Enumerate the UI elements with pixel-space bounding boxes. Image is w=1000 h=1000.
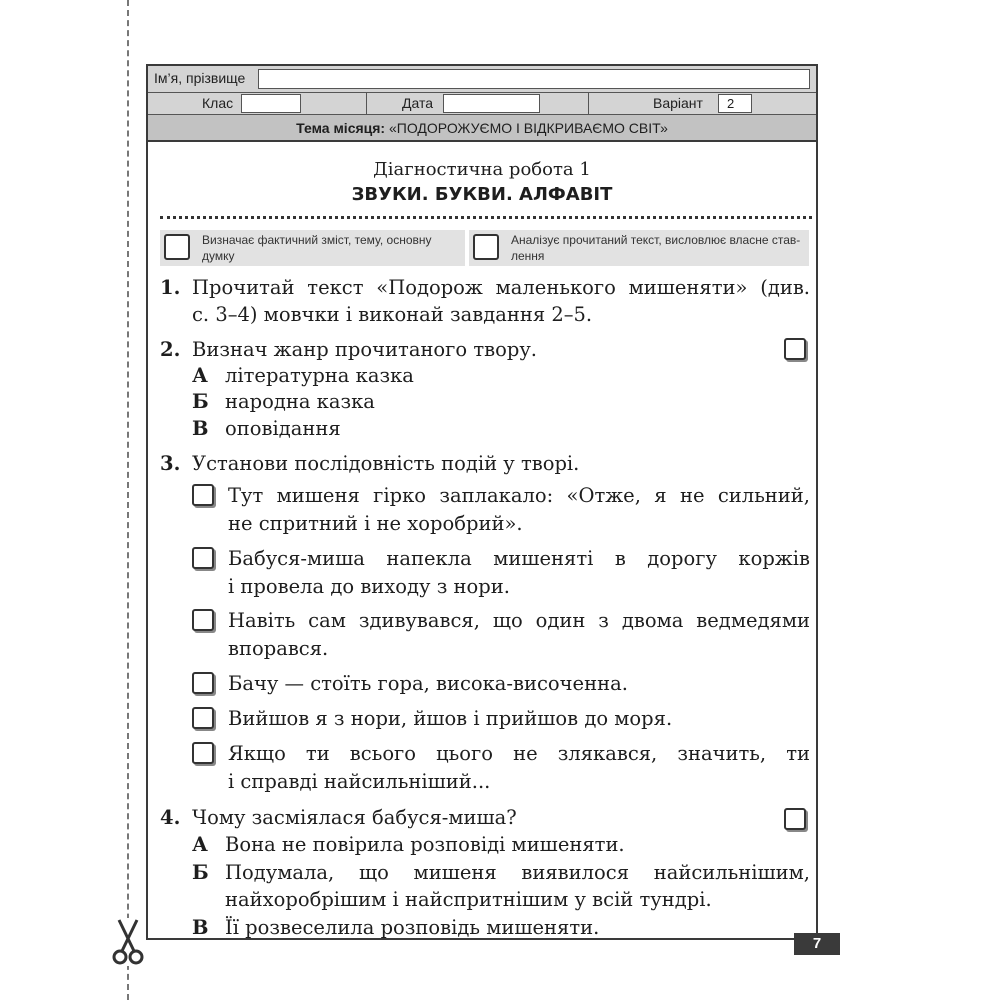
- variant-label: Варіант: [653, 95, 703, 111]
- question-number: 2.: [160, 338, 181, 361]
- option-text: Її розвеселила розповідь мишеняти.: [225, 916, 600, 939]
- class-label: Клас: [202, 95, 234, 111]
- question-text: Установи послідовність подій у творі.: [192, 452, 580, 475]
- skill-text-1: Визначає фактичний зміст, тему, основну думку: [202, 233, 432, 263]
- page-number: 7: [794, 933, 840, 955]
- sequence-checkbox-5[interactable]: [192, 707, 214, 729]
- column-divider: [588, 93, 589, 115]
- answer-checkbox-q4[interactable]: [784, 808, 806, 830]
- question-number: 4.: [160, 806, 181, 829]
- work-title: Діагностична робота 1: [373, 159, 591, 180]
- skill-text-2: Аналізує прочитаний текст, висловлює власне став- лення: [511, 233, 801, 263]
- cut-line: [127, 0, 129, 1000]
- option-letter: А: [192, 833, 208, 856]
- sequence-checkbox-3[interactable]: [192, 609, 214, 631]
- column-divider: [366, 93, 367, 115]
- worksheet: Ім’я, прізвище Клас Дата Варіант 2 Тема місяця: «ПОДОРОЖУЄМО І ВІДКРИВАЄМО СВІТ» Діагностична робота 1 ЗВУКИ. БУКВИ. АЛФАВІТ Визначає фактичний зміст, тему, основну думку Аналізує прочитаний текст, висловлює власне став- лення 1. Прочитай текст «Подорож маленького мишеняти» (див. с. 3–4) мовчки і виконай завдання 2–5. 2. Визнач жанр прочитаного твору. А літературна казка Б народна казка В оповідання 3. Установи послідовність подій у творі. Тут мишеня гірко заплакало: «Отже, я не сильний, не спритний і не хоробрий». Бабуся-миша напекла мишеняті в дорогу коржів і провела до виходу з нори. Навіть сам здивувався, що один з двома ведмедями впорався. Бачу — стоїть гора, висока-височенна. Вийшов я з нори, йшов і прийшов до моря. Якщо ти всього цього не злякався, значить, ти і справді найсильніший... 4. Чому засміялася бабуся-миша? А Вона не повірила розповіді мишеняти. Б Подумала, що мишеня виявилося найсильнішим, найхоробрішим і найспритнішим у всій тундрі. В Її розвеселила розповідь мишеняти.: [146, 64, 818, 940]
- scissors-icon: [110, 918, 146, 966]
- question-text: Чому засміялася бабуся-миша?: [192, 806, 517, 829]
- question-text: Визнач жанр прочитаного твору.: [192, 338, 537, 361]
- name-label: Ім’я, прізвище: [154, 70, 246, 86]
- answer-checkbox-q2[interactable]: [784, 338, 806, 360]
- sequence-checkbox-6[interactable]: [192, 742, 214, 764]
- class-date-variant-row: [148, 93, 816, 115]
- theme-row: [148, 115, 816, 142]
- sequence-checkbox-2[interactable]: [192, 547, 214, 569]
- option-letter: В: [192, 916, 209, 939]
- option-text: Вона не повірила розповіді мишеняти.: [225, 833, 625, 856]
- question-text: с. 3–4) мовчки і виконай завдання 2–5.: [192, 303, 593, 326]
- name-row: [148, 66, 816, 93]
- variant-field[interactable]: 2: [718, 94, 752, 113]
- work-heading: ЗВУКИ. БУКВИ. АЛФАВІТ: [351, 184, 613, 205]
- date-field[interactable]: [443, 94, 540, 113]
- class-field[interactable]: [241, 94, 301, 113]
- option-text: народна казка: [225, 390, 375, 413]
- theme-prefix: Тема місяця:: [296, 120, 386, 136]
- option-text: Подумала, що мишеня виявилося найсильнішим,: [225, 861, 810, 884]
- option-text: найхоробрішим і найспритнішим у всій тундрі.: [225, 888, 712, 911]
- name-field[interactable]: [258, 69, 810, 89]
- date-label: Дата: [402, 95, 434, 111]
- sequence-checkbox-4[interactable]: [192, 672, 214, 694]
- question-number: 1.: [160, 276, 181, 299]
- skill-criterion-1: [160, 230, 465, 266]
- question-text: Прочитай текст «Подорож маленького мишеняти» (див.: [192, 276, 810, 299]
- skill-checkbox-2[interactable]: [473, 234, 499, 260]
- option-text: літературна казка: [225, 364, 414, 387]
- option-letter: А: [192, 364, 208, 387]
- option-letter: В: [192, 417, 209, 440]
- dotted-divider: [160, 216, 812, 219]
- skill-criterion-2: [469, 230, 809, 266]
- theme-of-month: [148, 120, 816, 136]
- skill-checkbox-1[interactable]: [164, 234, 190, 260]
- theme-value: «ПОДОРОЖУЄМО І ВІДКРИВАЄМО СВІТ»: [388, 120, 668, 136]
- option-text: оповідання: [225, 417, 341, 440]
- question-number: 3.: [160, 452, 181, 475]
- option-letter: Б: [192, 390, 209, 413]
- sequence-checkbox-1[interactable]: [192, 484, 214, 506]
- option-letter: Б: [192, 861, 209, 884]
